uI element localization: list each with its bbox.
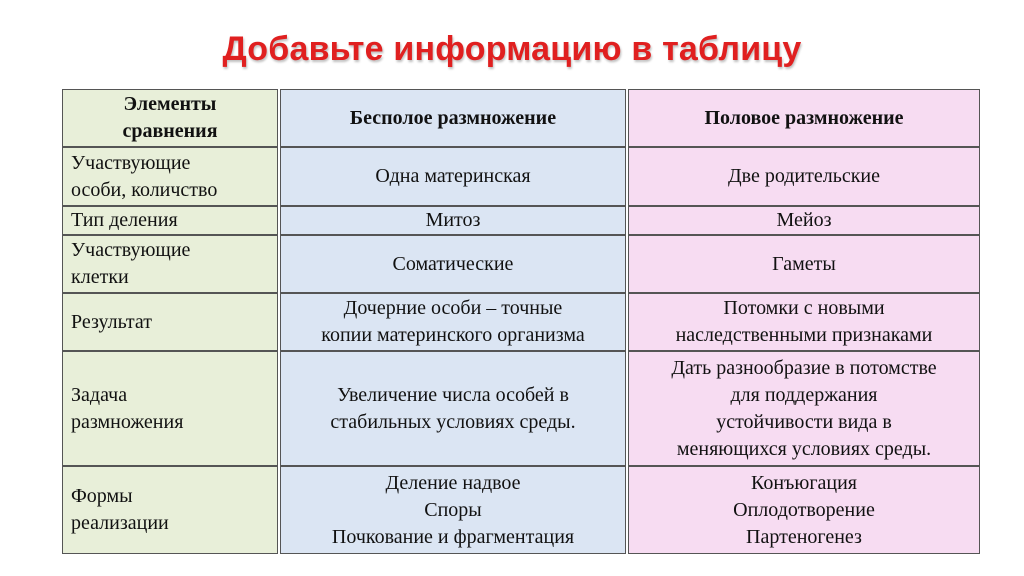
sexual-task: Дать разнообразие в потомстве для поддержания устойчивости вида в меняющихся условиях среды. [628, 351, 980, 466]
sexual-result: Потомки с новыми наследственными признаками [628, 293, 980, 351]
sexual-division-type: Мейоз [628, 206, 980, 235]
asexual-participants: Одна материнская [280, 147, 626, 206]
header-cell-sexual: Половое размножение [628, 89, 980, 147]
row-label-result: Результат [62, 293, 278, 351]
asexual-division-type: Митоз [280, 206, 626, 235]
row-label-division-type: Тип деления [62, 206, 278, 235]
asexual-result: Дочерние особи – точные копии материнского организма [280, 293, 626, 351]
row-label-task: Задача размножения [62, 351, 278, 466]
asexual-task: Увеличение числа особей в стабильных условиях среды. [280, 351, 626, 466]
header-cell-asexual: Бесполое размножение [280, 89, 626, 147]
sexual-cells: Гаметы [628, 235, 980, 293]
page-title: Добавьте информацию в таблицу [222, 30, 802, 68]
row-label-cells: Участвующие клетки [62, 235, 278, 293]
row-label-participants: Участвующие особи, количство [62, 147, 278, 206]
sexual-forms: Конъюгация Оплодотворение Партеногенез [628, 466, 980, 554]
header-cell-elements: Элементы сравнения [62, 89, 278, 147]
row-label-forms: Формы реализации [62, 466, 278, 554]
asexual-cells: Соматические [280, 235, 626, 293]
sexual-participants: Две родительские [628, 147, 980, 206]
asexual-forms: Деление надвое Споры Почкование и фрагментация [280, 466, 626, 554]
